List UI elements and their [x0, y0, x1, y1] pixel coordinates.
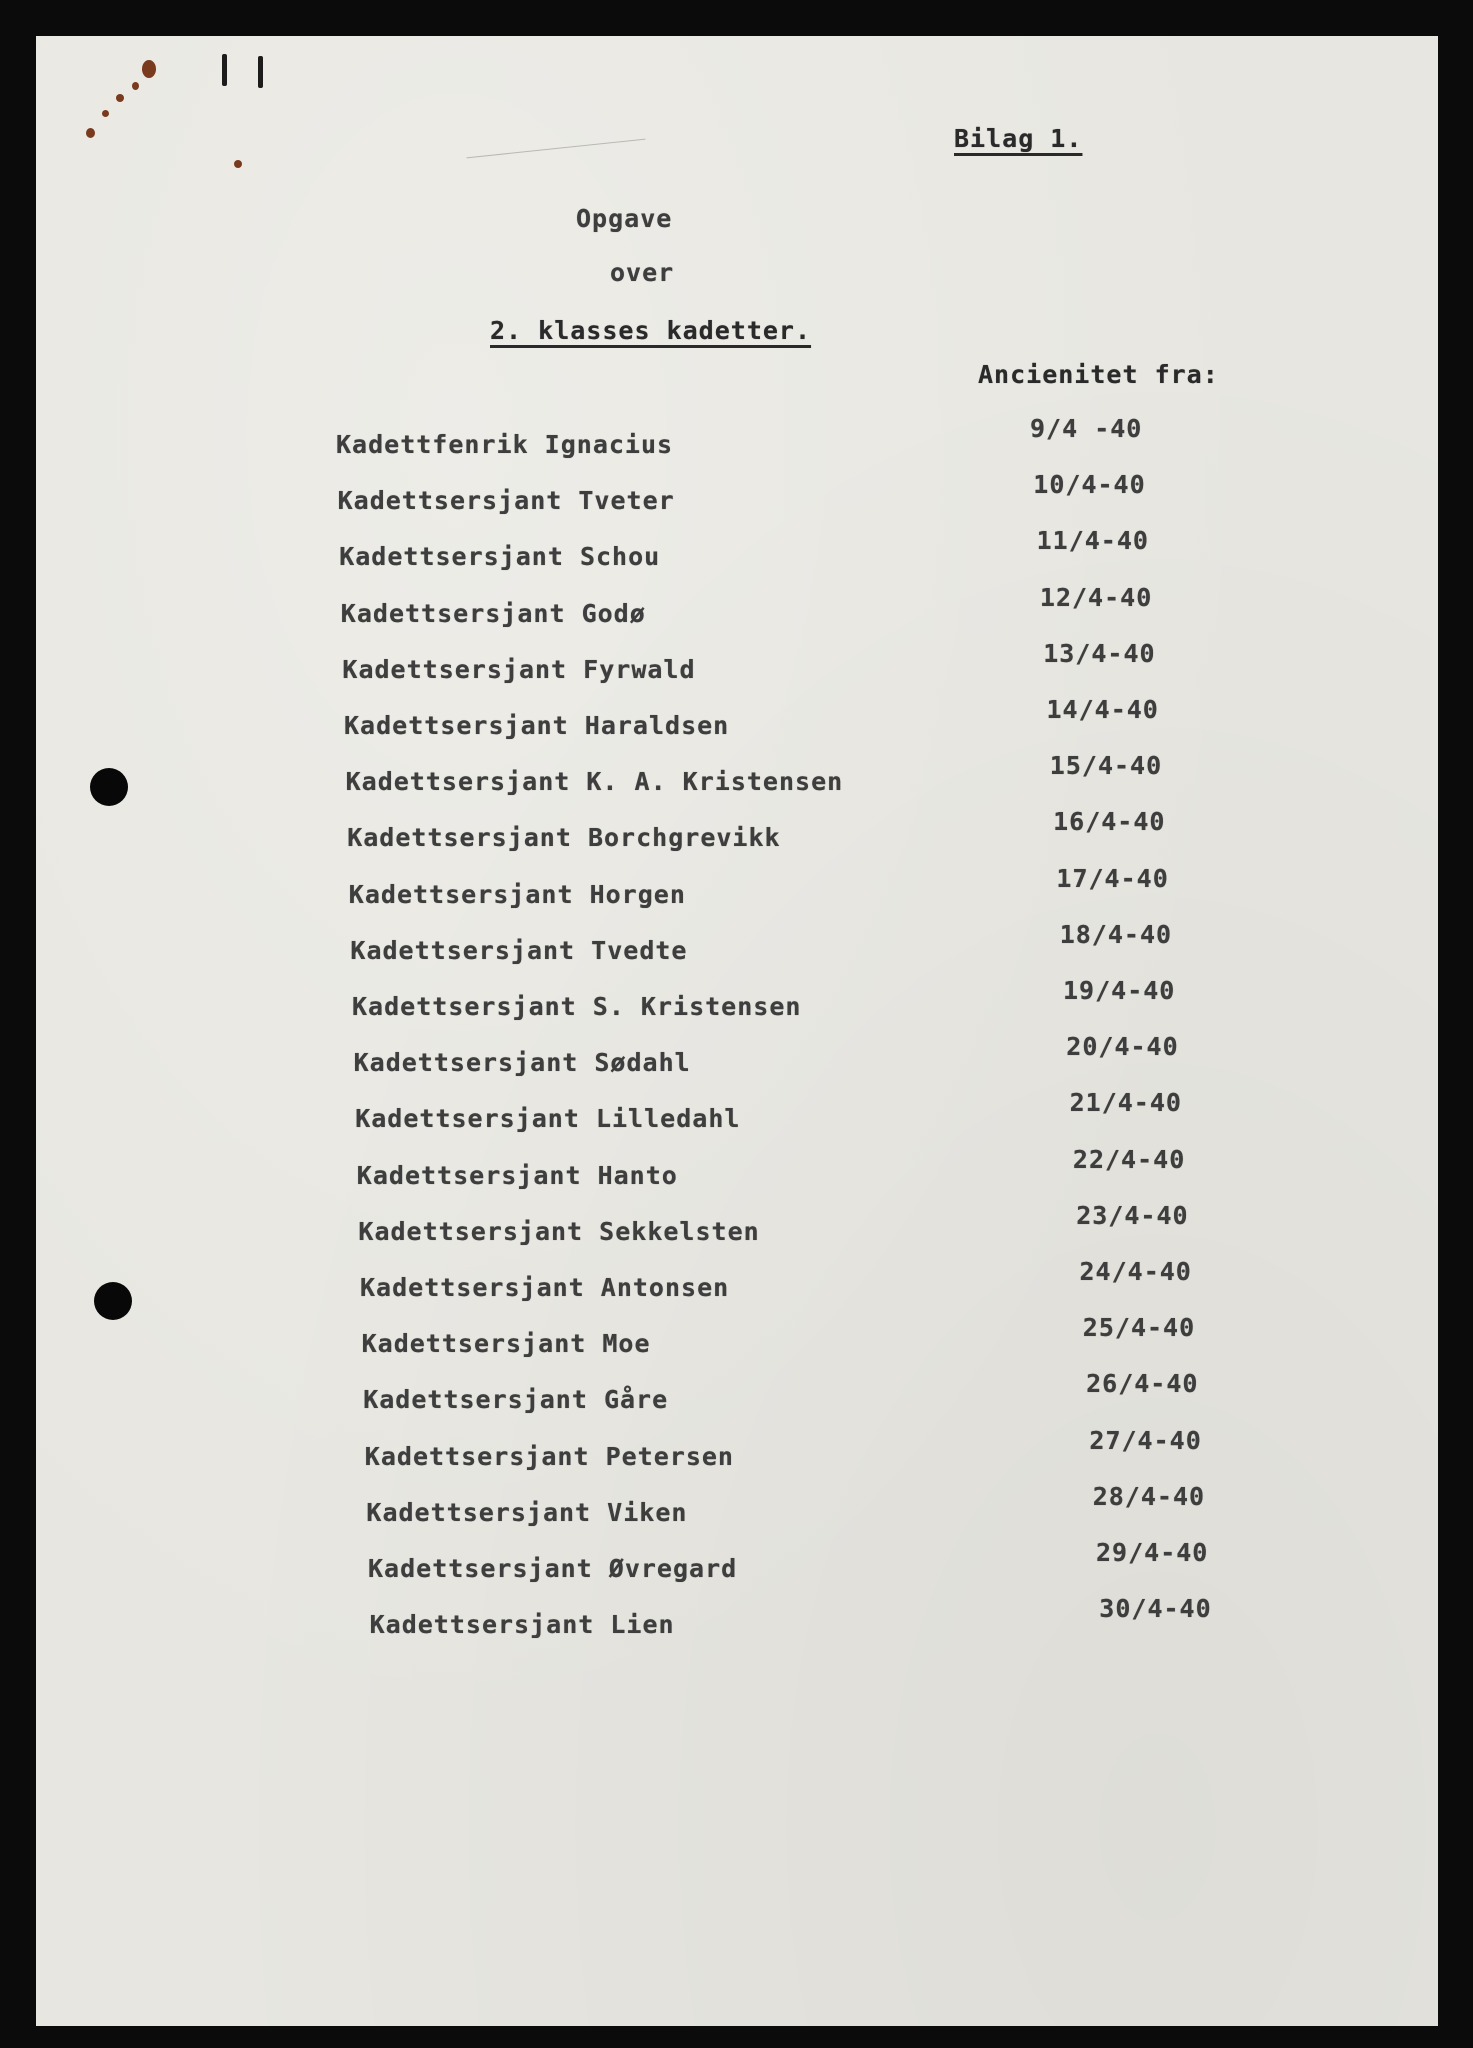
cadet-name: Kadettsersjant Godø	[340, 598, 646, 628]
cadet-name: Kadettsersjant S. Kristensen	[352, 992, 802, 1021]
cadet-name: Kadettfenrik Ignacius	[336, 430, 674, 459]
seniority-date: 26/4-40	[1086, 1369, 1199, 1399]
seniority-date: 15/4-40	[1049, 751, 1163, 781]
cadet-name: Kadettsersjant Lilledahl	[355, 1104, 741, 1134]
column-header: Ancienitet fra:	[978, 360, 1219, 389]
seniority-date: 22/4-40	[1072, 1144, 1186, 1174]
seniority-date: 30/4-40	[1099, 1594, 1212, 1624]
seniority-date: 14/4-40	[1046, 695, 1159, 724]
punch-hole-lower	[94, 1282, 132, 1320]
title-line-1: Opgave	[576, 204, 673, 233]
cadet-name: Kadettsersjant Haraldsen	[344, 711, 730, 740]
title-line-2: over	[610, 258, 675, 287]
cadet-name: Kadettsersjant Horgen	[348, 879, 686, 909]
seniority-date: 17/4-40	[1056, 863, 1169, 893]
cadet-name: Kadettsersjant Tvedte	[350, 935, 688, 965]
seniority-date: 25/4-40	[1082, 1313, 1196, 1343]
cadet-name: Kadettsersjant Øvregard	[368, 1554, 738, 1583]
seniority-date: 28/4-40	[1092, 1481, 1206, 1511]
seniority-date: 24/4-40	[1079, 1257, 1192, 1286]
rust-stain	[116, 94, 124, 102]
seniority-date: 9/4 -40	[1030, 414, 1143, 443]
cadet-name: Kadettsersjant Hanto	[356, 1160, 678, 1190]
pencil-mark	[466, 139, 645, 159]
rust-stain	[86, 128, 95, 138]
punch-hole-upper	[90, 768, 128, 806]
rust-stain	[234, 160, 242, 168]
seniority-date: 18/4-40	[1059, 919, 1173, 949]
cadet-name: Kadettsersjant Sekkelsten	[358, 1216, 760, 1246]
attachment-label: Bilag 1.	[954, 124, 1083, 153]
cadet-name: Kadettsersjant Fyrwald	[342, 654, 696, 684]
cadet-name: Kadettsersjant Schou	[339, 542, 661, 572]
title-line-3: 2. klasses kadetter.	[490, 316, 812, 345]
document-page	[36, 36, 1438, 2026]
cadet-name: Kadettsersjant Tveter	[337, 486, 675, 516]
cadet-name: Kadettsersjant Viken	[366, 1497, 688, 1527]
seniority-date: 21/4-40	[1069, 1088, 1182, 1118]
cadet-name: Kadettsersjant Antonsen	[360, 1273, 730, 1302]
seniority-date: 20/4-40	[1066, 1032, 1179, 1062]
seniority-date: 16/4-40	[1053, 807, 1166, 837]
seniority-date: 12/4-40	[1039, 582, 1153, 612]
seniority-date: 29/4-40	[1096, 1538, 1209, 1567]
seniority-date: 19/4-40	[1063, 976, 1176, 1005]
seniority-date: 13/4-40	[1043, 638, 1156, 668]
staple-mark	[222, 54, 227, 86]
seniority-date: 27/4-40	[1089, 1425, 1202, 1455]
seniority-date: 11/4-40	[1036, 526, 1149, 556]
staple-mark	[258, 56, 263, 88]
cadet-name: Kadettsersjant Petersen	[364, 1441, 734, 1471]
rust-stain	[142, 60, 156, 78]
cadet-name: Kadettsersjant Borchgrevikk	[347, 823, 781, 853]
cadet-name: Kadettsersjant Lien	[369, 1610, 675, 1640]
cadet-name: Kadettsersjant Sødahl	[353, 1048, 691, 1078]
seniority-date: 23/4-40	[1076, 1200, 1189, 1230]
cadet-name: Kadettsersjant Gåre	[363, 1385, 669, 1415]
cadet-name: Kadettsersjant Moe	[361, 1329, 651, 1359]
rust-stain	[102, 110, 109, 117]
seniority-date: 10/4-40	[1033, 470, 1146, 500]
rust-stain	[132, 82, 139, 90]
cadet-name: Kadettsersjant K. A. Kristensen	[345, 767, 844, 797]
